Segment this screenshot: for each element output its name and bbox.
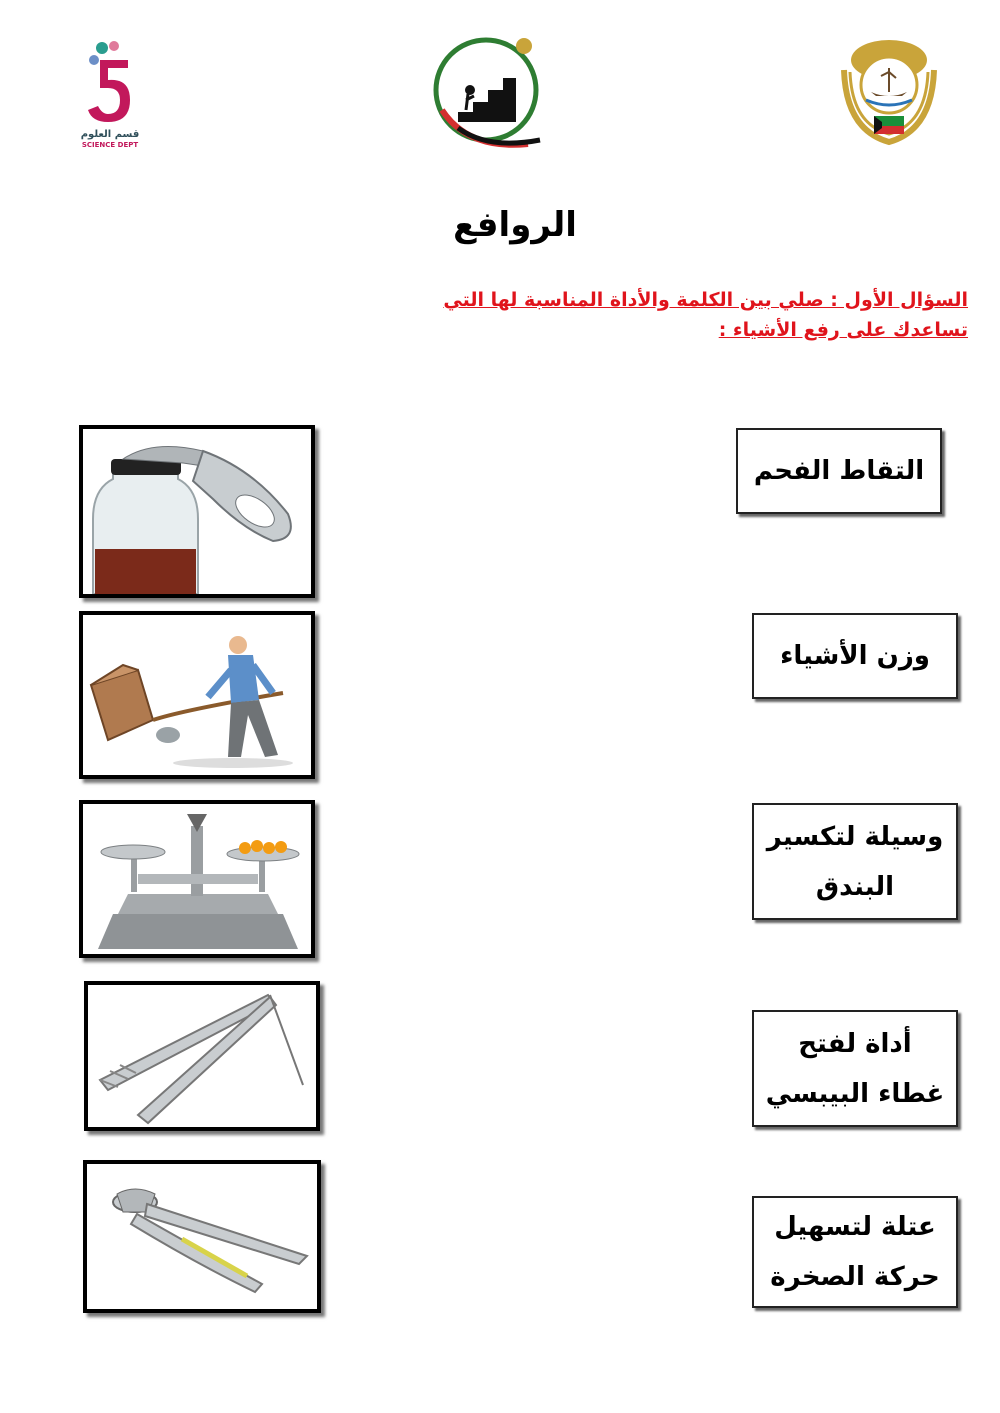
science-dept-logo (80, 38, 140, 128)
science-dept-caption: قسم العلوم SCIENCE DEPT (80, 129, 140, 149)
tongs-icon (88, 985, 316, 1127)
school-logo (428, 32, 548, 152)
word-text-line-1: وسيلة لتكسير (766, 821, 944, 852)
word-text-line-1: عتلة لتسهيل (774, 1212, 936, 1242)
word-text-line-1: أداة لفتح (798, 1028, 912, 1059)
kuwait-emblem (836, 30, 942, 150)
picture-box-2[interactable] (79, 611, 315, 779)
word-text: التقاط الفحم (753, 456, 925, 486)
picture-box-1[interactable] (79, 425, 315, 598)
question-line-2: تساعدك على رفع الأشياء : (718, 319, 968, 341)
word-box-1[interactable] (736, 428, 942, 514)
nutcracker-icon (87, 1164, 317, 1309)
picture-box-5[interactable] (83, 1160, 321, 1313)
picture-box-3[interactable] (79, 800, 315, 958)
word-text-line-2: حركة الصخرة (770, 1262, 940, 1292)
balance-scale-icon (83, 804, 311, 954)
picture-box-4[interactable] (84, 981, 320, 1131)
word-text-line-2: غطاء البيبسي (765, 1078, 945, 1109)
bottle-opener-icon (83, 429, 311, 594)
man-lever-box-icon (83, 615, 311, 775)
question-line-1: السؤال الأول : صلي بين الكلمة والأداة المناسبة لها التي (443, 289, 968, 311)
question-text (408, 285, 968, 345)
word-box-4[interactable] (752, 1010, 958, 1127)
word-text: وزن الأشياء (780, 641, 930, 671)
word-text-line-2: البندق (815, 871, 895, 902)
word-box-2[interactable] (752, 613, 958, 699)
page-title: الروافع (453, 205, 577, 245)
word-box-3[interactable] (752, 803, 958, 920)
word-box-5[interactable] (752, 1196, 958, 1308)
